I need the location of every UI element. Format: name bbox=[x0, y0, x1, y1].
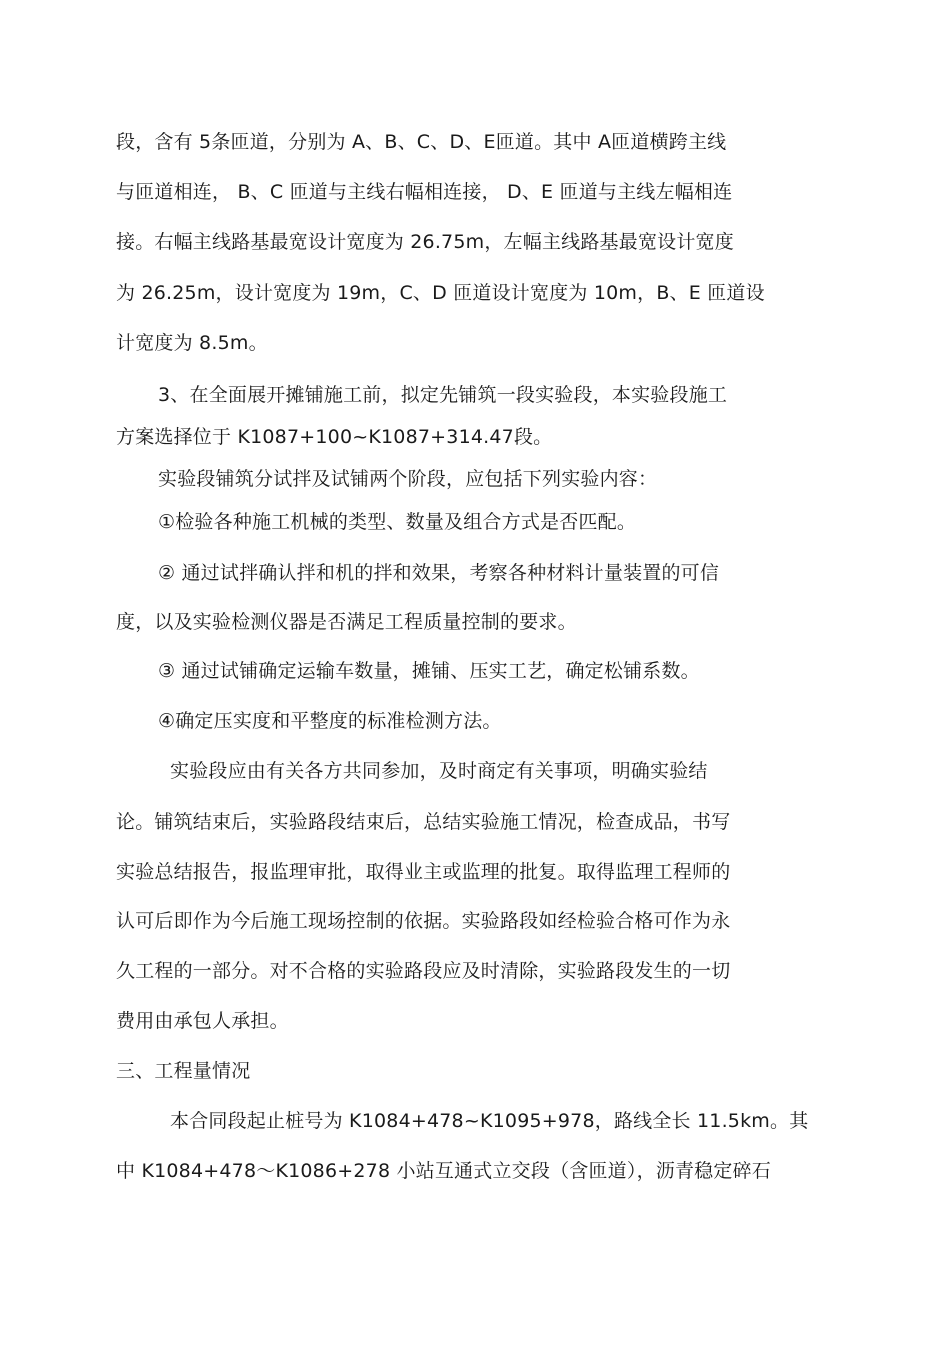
list-item: ③ 通过试铺确定运输车数量，摊铺、压实工艺，确定松铺系数。 bbox=[158, 660, 700, 682]
paragraph-line: 实验总结报告，报监理审批，取得业主或监理的批复。取得监理工程师的 bbox=[116, 861, 731, 883]
paragraph-line: 实验段应由有关各方共同参加，及时商定有关事项，明确实验结 bbox=[170, 760, 708, 782]
paragraph-line: 为 26.25m，设计宽度为 19m，C、D 匝道设计宽度为 10m，B、E 匝道设 bbox=[116, 282, 765, 304]
paragraph-line: 接。右幅主线路基最宽设计宽度为 26.75m，左幅主线路基最宽设计宽度 bbox=[116, 231, 734, 253]
paragraph-line: 度，以及实验检测仪器是否满足工程质量控制的要求。 bbox=[116, 611, 577, 633]
paragraph-line: 与匝道相连， B、C 匝道与主线右幅相连接， D、E 匝道与主线左幅相连 bbox=[116, 181, 733, 203]
list-item: ④确定压实度和平整度的标准检测方法。 bbox=[158, 710, 502, 732]
paragraph-line: 久工程的一部分。对不合格的实验路段应及时清除，实验路段发生的一切 bbox=[116, 960, 731, 982]
paragraph-line: 3、在全面展开摊铺施工前，拟定先铺筑一段实验段，本实验段施工 bbox=[158, 384, 728, 406]
list-item: ② 通过试拌确认拌和机的拌和效果，考察各种材料计量装置的可信 bbox=[158, 562, 720, 584]
paragraph-line: 论。铺筑结束后，实验路段结束后，总结实验施工情况，检查成品，书写 bbox=[116, 811, 731, 833]
paragraph-line: 费用由承包人承担。 bbox=[116, 1010, 289, 1032]
paragraph-line: 认可后即作为今后施工现场控制的依据。实验路段如经检验合格可作为永 bbox=[116, 910, 731, 932]
paragraph-line: 计宽度为 8.5m。 bbox=[116, 332, 268, 354]
list-item: ①检验各种施工机械的类型、数量及组合方式是否匹配。 bbox=[158, 511, 637, 533]
paragraph-line: 段，含有 5条匝道，分别为 A、B、C、D、E匝道。其中 A匝道横跨主线 bbox=[116, 131, 727, 153]
paragraph-line: 本合同段起止桩号为 K1084+478~K1095+978，路线全长 11.5km。其 bbox=[170, 1110, 809, 1132]
paragraph-line: 方案选择位于 K1087+100~K1087+314.47段。 bbox=[116, 426, 553, 448]
paragraph-line: 实验段铺筑分试拌及试铺两个阶段，应包括下列实验内容： bbox=[158, 468, 658, 490]
paragraph-line: 中 K1084+478～K1086+278 小站互通式立交段（含匝道），沥青稳定碎石 bbox=[116, 1160, 771, 1182]
section-heading: 三、工程量情况 bbox=[116, 1060, 251, 1082]
